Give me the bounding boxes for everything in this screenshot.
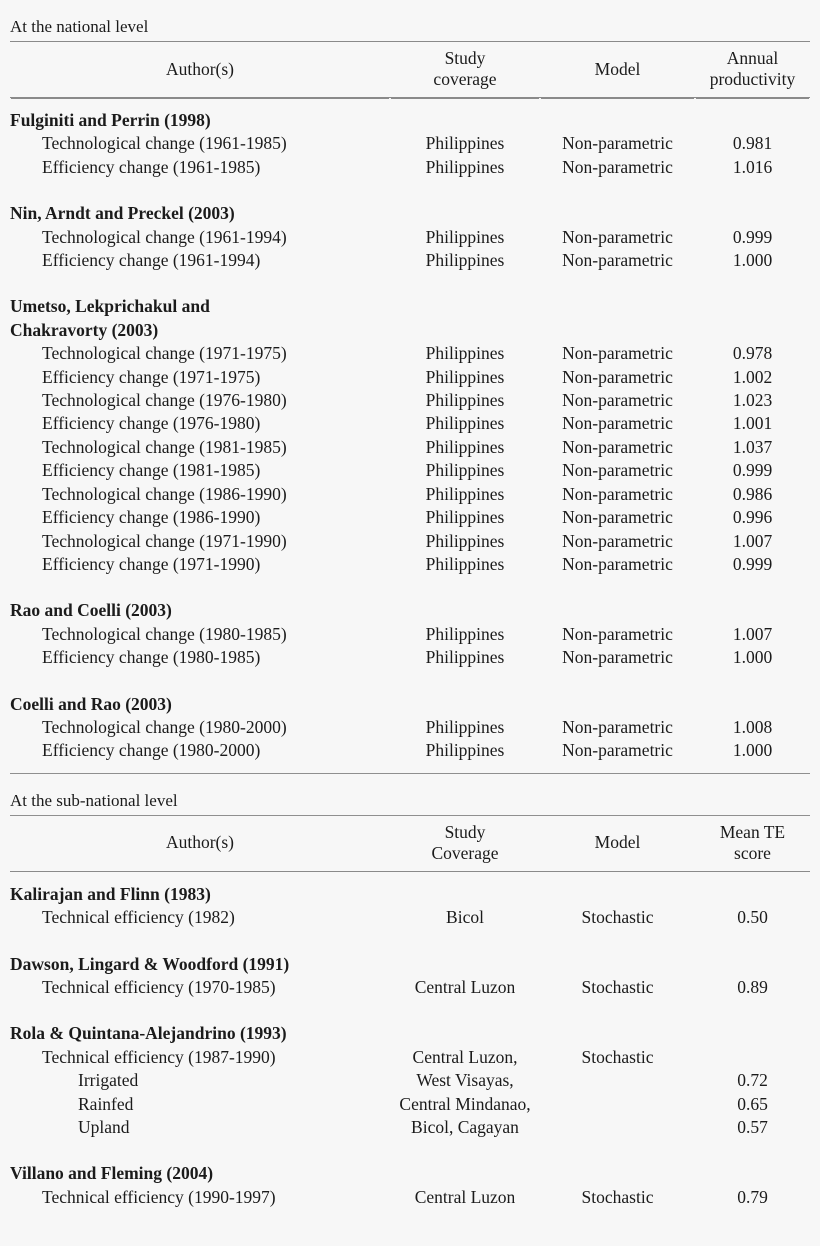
group-spacer-cell bbox=[10, 576, 810, 588]
row-label: Technological change (1961-1985) bbox=[42, 133, 287, 154]
row-label: Efficiency change (1981-1985) bbox=[42, 460, 261, 481]
header-row bbox=[10, 816, 810, 872]
group-spacer-cell bbox=[10, 670, 810, 682]
row-coverage-cell: Philippines bbox=[425, 507, 505, 528]
group-heading-label: Rao and Coelli (2003) bbox=[10, 600, 172, 621]
row-value-cell: 0.986 bbox=[732, 483, 773, 504]
group-heading-empty-cell bbox=[390, 1011, 540, 1045]
row-model-cell: Non-parametric bbox=[562, 740, 673, 761]
column-header-value bbox=[695, 42, 810, 98]
group-spacer-cell bbox=[10, 930, 810, 942]
group-spacer-cell bbox=[10, 272, 810, 284]
row-model-cell: Non-parametric bbox=[562, 483, 673, 504]
row-coverage-cell: Bicol, Cagayan bbox=[411, 1117, 519, 1137]
group-heading-label: Dawson, Lingard & Woodford (1991) bbox=[10, 953, 290, 974]
table-row bbox=[10, 1069, 810, 1092]
row-coverage-cell: Philippines bbox=[425, 413, 505, 434]
row-model-cell: Non-parametric bbox=[562, 156, 673, 177]
row-value-cell: 0.79 bbox=[737, 1186, 768, 1207]
group-heading-row bbox=[10, 871, 810, 906]
group-heading-label: Umetso, Lekprichakul and bbox=[10, 296, 210, 317]
row-label: Technical efficiency (1970-1985) bbox=[42, 976, 276, 997]
group-heading-empty-cell bbox=[540, 284, 695, 318]
table-row bbox=[10, 553, 810, 576]
row-label-cell bbox=[10, 156, 390, 179]
group-heading-label: Rola & Quintana-Alejandrino (1993) bbox=[10, 1023, 287, 1044]
row-value-cell: 0.996 bbox=[732, 507, 773, 528]
row-value-cell: 0.89 bbox=[737, 976, 768, 997]
row-model-cell bbox=[540, 1093, 695, 1116]
group-heading-empty-cell bbox=[540, 588, 695, 622]
row-label-cell bbox=[10, 1069, 390, 1092]
group-heading-empty-cell bbox=[695, 191, 810, 225]
column-header-model bbox=[540, 42, 695, 98]
section-caption-national: At the national level bbox=[10, 17, 149, 36]
column-header-coverage-line1: Study bbox=[444, 48, 486, 68]
group-heading-row bbox=[10, 1151, 810, 1185]
row-value-cell: 1.002 bbox=[732, 366, 773, 387]
group-heading-row bbox=[10, 98, 810, 133]
group-spacer bbox=[10, 930, 810, 942]
column-header-author bbox=[10, 816, 390, 872]
row-model-cell: Non-parametric bbox=[562, 553, 673, 574]
row-coverage-cell: Philippines bbox=[425, 250, 505, 271]
table-row bbox=[10, 459, 810, 482]
row-coverage-cell: Central Luzon, bbox=[412, 1046, 518, 1067]
table-row bbox=[10, 646, 810, 669]
group-heading-label: Kalirajan and Flinn (1983) bbox=[10, 883, 211, 904]
row-coverage-cell: Philippines bbox=[425, 226, 505, 247]
row-model-cell: Non-parametric bbox=[562, 366, 673, 387]
row-model-cell: Non-parametric bbox=[562, 647, 673, 668]
group-heading-label: Coelli and Rao (2003) bbox=[10, 693, 172, 714]
table-national-header bbox=[10, 42, 810, 98]
row-value-cell: 0.57 bbox=[737, 1117, 768, 1137]
row-label-cell bbox=[10, 366, 390, 389]
group-heading-row bbox=[10, 284, 810, 318]
row-label-cell bbox=[10, 1116, 390, 1139]
row-value-cell: 1.037 bbox=[732, 436, 773, 457]
row-label-cell bbox=[10, 459, 390, 482]
row-label: Efficiency change (1961-1994) bbox=[42, 250, 261, 271]
row-coverage-cell: Philippines bbox=[425, 647, 505, 668]
row-value-cell: 1.007 bbox=[732, 530, 773, 551]
group-heading-empty-cell bbox=[540, 942, 695, 976]
row-coverage-cell: Philippines bbox=[425, 483, 505, 504]
table-row bbox=[10, 412, 810, 435]
row-value-cell: 0.50 bbox=[737, 907, 768, 928]
row-label: Technological change (1971-1975) bbox=[42, 343, 287, 364]
row-model-cell: Stochastic bbox=[581, 1046, 654, 1067]
row-label: Efficiency change (1961-1985) bbox=[42, 156, 261, 177]
row-model-cell: Non-parametric bbox=[562, 623, 673, 644]
row-label-cell bbox=[10, 412, 390, 435]
group-heading-row bbox=[10, 942, 810, 976]
row-label-cell bbox=[10, 530, 390, 553]
column-header-coverage bbox=[390, 816, 540, 872]
group-heading-row bbox=[10, 1011, 810, 1045]
row-value-cell: 1.023 bbox=[732, 390, 773, 411]
row-label-cell bbox=[10, 1046, 390, 1069]
row-coverage-cell: Philippines bbox=[425, 623, 505, 644]
row-coverage-cell: Philippines bbox=[425, 133, 505, 154]
group-spacer bbox=[10, 999, 810, 1011]
row-coverage-cell: Philippines bbox=[425, 740, 505, 761]
table-row bbox=[10, 1093, 810, 1116]
table-row bbox=[10, 226, 810, 249]
row-coverage-cell: Philippines bbox=[425, 366, 505, 387]
group-heading-empty-cell bbox=[390, 588, 540, 622]
row-label-cell bbox=[10, 436, 390, 459]
row-value-cell bbox=[695, 1046, 810, 1069]
group-spacer-cell bbox=[10, 179, 810, 191]
row-coverage-cell: Philippines bbox=[425, 553, 505, 574]
row-label-cell bbox=[10, 906, 390, 929]
row-label-cell bbox=[10, 553, 390, 576]
table-row bbox=[10, 436, 810, 459]
row-label: Technological change (1961-1994) bbox=[42, 226, 287, 247]
row-label-cell bbox=[10, 739, 390, 762]
row-label: Efficiency change (1976-1980) bbox=[42, 413, 261, 434]
table-row bbox=[10, 156, 810, 179]
row-model-cell: Non-parametric bbox=[562, 436, 673, 457]
group-heading-empty-cell bbox=[540, 98, 695, 133]
row-value-cell: 0.999 bbox=[732, 553, 773, 574]
row-model-cell: Non-parametric bbox=[562, 133, 673, 154]
group-heading-empty-cell bbox=[390, 682, 540, 716]
table-row bbox=[10, 342, 810, 365]
column-header-value bbox=[695, 816, 810, 872]
row-value-cell: 1.016 bbox=[732, 156, 773, 177]
row-label-cell bbox=[10, 342, 390, 365]
group-spacer bbox=[10, 670, 810, 682]
row-coverage-cell: Philippines bbox=[425, 530, 505, 551]
table-row bbox=[10, 132, 810, 155]
group-heading-row bbox=[10, 682, 810, 716]
row-coverage-cell: Philippines bbox=[425, 343, 505, 364]
row-model-cell: Non-parametric bbox=[562, 460, 673, 481]
row-label-cell bbox=[10, 623, 390, 646]
column-header-value-line1: Mean TE bbox=[719, 821, 786, 842]
row-label-cell bbox=[10, 976, 390, 999]
column-header-coverage-line2: Coverage bbox=[431, 842, 499, 863]
group-heading-label: Fulginiti and Perrin (1998) bbox=[10, 110, 211, 130]
group-spacer-cell bbox=[10, 1139, 810, 1151]
row-label: Technical efficiency (1982) bbox=[42, 907, 235, 928]
row-value-cell: 0.72 bbox=[737, 1070, 768, 1091]
row-label: Upland bbox=[78, 1117, 130, 1137]
group-heading-empty-cell bbox=[540, 191, 695, 225]
group-heading-empty-cell bbox=[695, 942, 810, 976]
group-heading-empty-cell bbox=[390, 319, 540, 342]
group-heading-empty-cell bbox=[390, 98, 540, 133]
column-header-model-line1: Model bbox=[594, 58, 641, 79]
row-label: Technical efficiency (1987-1990) bbox=[42, 1046, 276, 1067]
row-value-cell: 1.000 bbox=[732, 250, 773, 271]
spacer-after-national-table bbox=[10, 763, 810, 773]
group-heading-empty-cell bbox=[390, 871, 540, 906]
table-national-body bbox=[10, 98, 810, 763]
row-label-cell bbox=[10, 506, 390, 529]
row-value-cell: 1.008 bbox=[732, 716, 773, 737]
row-label-cell bbox=[10, 716, 390, 739]
group-heading-label: Villano and Fleming (2004) bbox=[10, 1163, 214, 1184]
table-row bbox=[10, 530, 810, 553]
group-spacer bbox=[10, 179, 810, 191]
column-header-author bbox=[10, 42, 390, 98]
table-subnational-header bbox=[10, 816, 810, 872]
row-label: Efficiency change (1971-1975) bbox=[42, 366, 261, 387]
row-value-cell: 1.000 bbox=[732, 647, 773, 668]
row-label-cell bbox=[10, 1186, 390, 1209]
group-heading-empty-cell bbox=[390, 191, 540, 225]
row-model-cell bbox=[540, 1116, 695, 1139]
row-model-cell: Non-parametric bbox=[562, 716, 673, 737]
row-model-cell: Non-parametric bbox=[562, 250, 673, 271]
table-subnational bbox=[10, 816, 810, 1209]
group-heading-empty-cell bbox=[695, 1151, 810, 1185]
column-header-value-line2: productivity bbox=[709, 69, 796, 89]
column-header-model bbox=[540, 816, 695, 872]
group-heading-empty-cell bbox=[390, 284, 540, 318]
row-label-cell bbox=[10, 249, 390, 272]
column-header-coverage-line2: coverage bbox=[433, 69, 497, 89]
table-national bbox=[10, 42, 810, 763]
row-value-cell: 0.65 bbox=[737, 1093, 768, 1114]
row-label: Technological change (1981-1985) bbox=[42, 436, 287, 457]
column-header-value-line2: score bbox=[734, 842, 771, 863]
row-label-cell bbox=[10, 483, 390, 506]
group-heading-empty-cell bbox=[695, 871, 810, 906]
table-row bbox=[10, 506, 810, 529]
column-header-value-line1: Annual bbox=[726, 48, 779, 68]
row-coverage-cell: Philippines bbox=[425, 460, 505, 481]
row-label-cell bbox=[10, 226, 390, 249]
row-model-cell: Stochastic bbox=[581, 976, 654, 997]
table-row bbox=[10, 1186, 810, 1209]
row-label: Technological change (1976-1980) bbox=[42, 390, 287, 411]
group-heading-row bbox=[10, 588, 810, 622]
group-heading-empty-cell bbox=[540, 319, 695, 342]
table-row bbox=[10, 906, 810, 929]
section-caption-subnational: At the sub-national level bbox=[10, 790, 178, 810]
column-header-author-line1: Author(s) bbox=[165, 58, 235, 79]
row-value-cell: 1.001 bbox=[732, 413, 773, 434]
row-label: Efficiency change (1971-1990) bbox=[42, 553, 261, 574]
row-coverage-cell: Philippines bbox=[425, 390, 505, 411]
group-heading-label: Nin, Arndt and Preckel (2003) bbox=[10, 203, 235, 224]
row-coverage-cell: Bicol bbox=[446, 907, 484, 928]
row-model-cell: Non-parametric bbox=[562, 226, 673, 247]
group-heading-label-continued: Chakravorty (2003) bbox=[10, 319, 159, 340]
row-coverage-cell: Central Luzon bbox=[414, 1186, 516, 1207]
group-heading-empty-cell bbox=[695, 98, 810, 133]
row-label-cell bbox=[10, 389, 390, 412]
row-coverage-cell: Central Luzon bbox=[414, 976, 516, 997]
group-heading-empty-cell bbox=[390, 1151, 540, 1185]
column-header-coverage bbox=[390, 42, 540, 98]
group-heading-row-continued bbox=[10, 319, 810, 342]
row-label-cell bbox=[10, 1093, 390, 1116]
row-coverage-cell: Central Mindanao, bbox=[399, 1093, 531, 1114]
row-model-cell: Non-parametric bbox=[562, 413, 673, 434]
row-model-cell: Stochastic bbox=[581, 1186, 654, 1207]
row-label: Technological change (1980-2000) bbox=[42, 716, 287, 737]
group-heading-empty-cell bbox=[540, 682, 695, 716]
group-heading-empty-cell bbox=[540, 871, 695, 906]
header-row bbox=[10, 42, 810, 98]
table-row bbox=[10, 1046, 810, 1069]
table-row bbox=[10, 1116, 810, 1139]
row-label: Technological change (1971-1990) bbox=[42, 530, 287, 551]
table-row bbox=[10, 389, 810, 412]
column-header-author-line1: Author(s) bbox=[165, 832, 235, 853]
row-label: Technical efficiency (1990-1997) bbox=[42, 1186, 276, 1207]
table-row bbox=[10, 483, 810, 506]
row-model-cell: Non-parametric bbox=[562, 390, 673, 411]
row-label: Rainfed bbox=[78, 1093, 134, 1114]
table-row bbox=[10, 739, 810, 762]
row-label: Technological change (1980-1985) bbox=[42, 623, 287, 644]
table-row bbox=[10, 366, 810, 389]
group-heading-empty-cell bbox=[540, 1011, 695, 1045]
table-row bbox=[10, 623, 810, 646]
group-spacer bbox=[10, 1139, 810, 1151]
row-label-cell bbox=[10, 132, 390, 155]
row-coverage-cell: Philippines bbox=[425, 156, 505, 177]
group-spacer bbox=[10, 576, 810, 588]
row-value-cell: 0.999 bbox=[732, 460, 773, 481]
row-coverage-cell: West Visayas, bbox=[416, 1070, 514, 1091]
row-label: Irrigated bbox=[78, 1070, 139, 1091]
row-label-cell bbox=[10, 646, 390, 669]
row-value-cell: 1.007 bbox=[732, 623, 773, 644]
row-model-cell: Non-parametric bbox=[562, 507, 673, 528]
row-value-cell: 0.999 bbox=[732, 226, 773, 247]
row-label: Efficiency change (1980-1985) bbox=[42, 647, 261, 668]
row-label: Efficiency change (1980-2000) bbox=[42, 740, 261, 761]
group-heading-row bbox=[10, 191, 810, 225]
table-row bbox=[10, 716, 810, 739]
table-subnational-body bbox=[10, 871, 810, 1209]
group-heading-empty-cell bbox=[695, 1011, 810, 1045]
row-value-cell: 0.981 bbox=[732, 133, 773, 154]
row-value-cell: 1.000 bbox=[732, 740, 773, 761]
group-heading-empty-cell bbox=[695, 319, 810, 342]
group-heading-empty-cell bbox=[695, 682, 810, 716]
row-label: Technological change (1986-1990) bbox=[42, 483, 287, 504]
row-label: Efficiency change (1986-1990) bbox=[42, 507, 261, 528]
table-row bbox=[10, 976, 810, 999]
row-coverage-cell: Philippines bbox=[425, 436, 505, 457]
row-model-cell: Stochastic bbox=[581, 907, 654, 928]
group-heading-empty-cell bbox=[390, 942, 540, 976]
row-model-cell: Non-parametric bbox=[562, 343, 673, 364]
row-model-cell: Non-parametric bbox=[562, 530, 673, 551]
group-heading-empty-cell bbox=[540, 1151, 695, 1185]
row-coverage-cell: Philippines bbox=[425, 716, 505, 737]
table-row bbox=[10, 249, 810, 272]
group-heading-empty-cell bbox=[695, 284, 810, 318]
row-value-cell: 0.978 bbox=[732, 343, 773, 364]
group-heading-empty-cell bbox=[695, 588, 810, 622]
group-spacer bbox=[10, 272, 810, 284]
row-model-cell bbox=[540, 1069, 695, 1092]
column-header-coverage-line1: Study bbox=[444, 821, 486, 842]
column-header-model-line1: Model bbox=[594, 832, 641, 853]
group-spacer-cell bbox=[10, 999, 810, 1011]
